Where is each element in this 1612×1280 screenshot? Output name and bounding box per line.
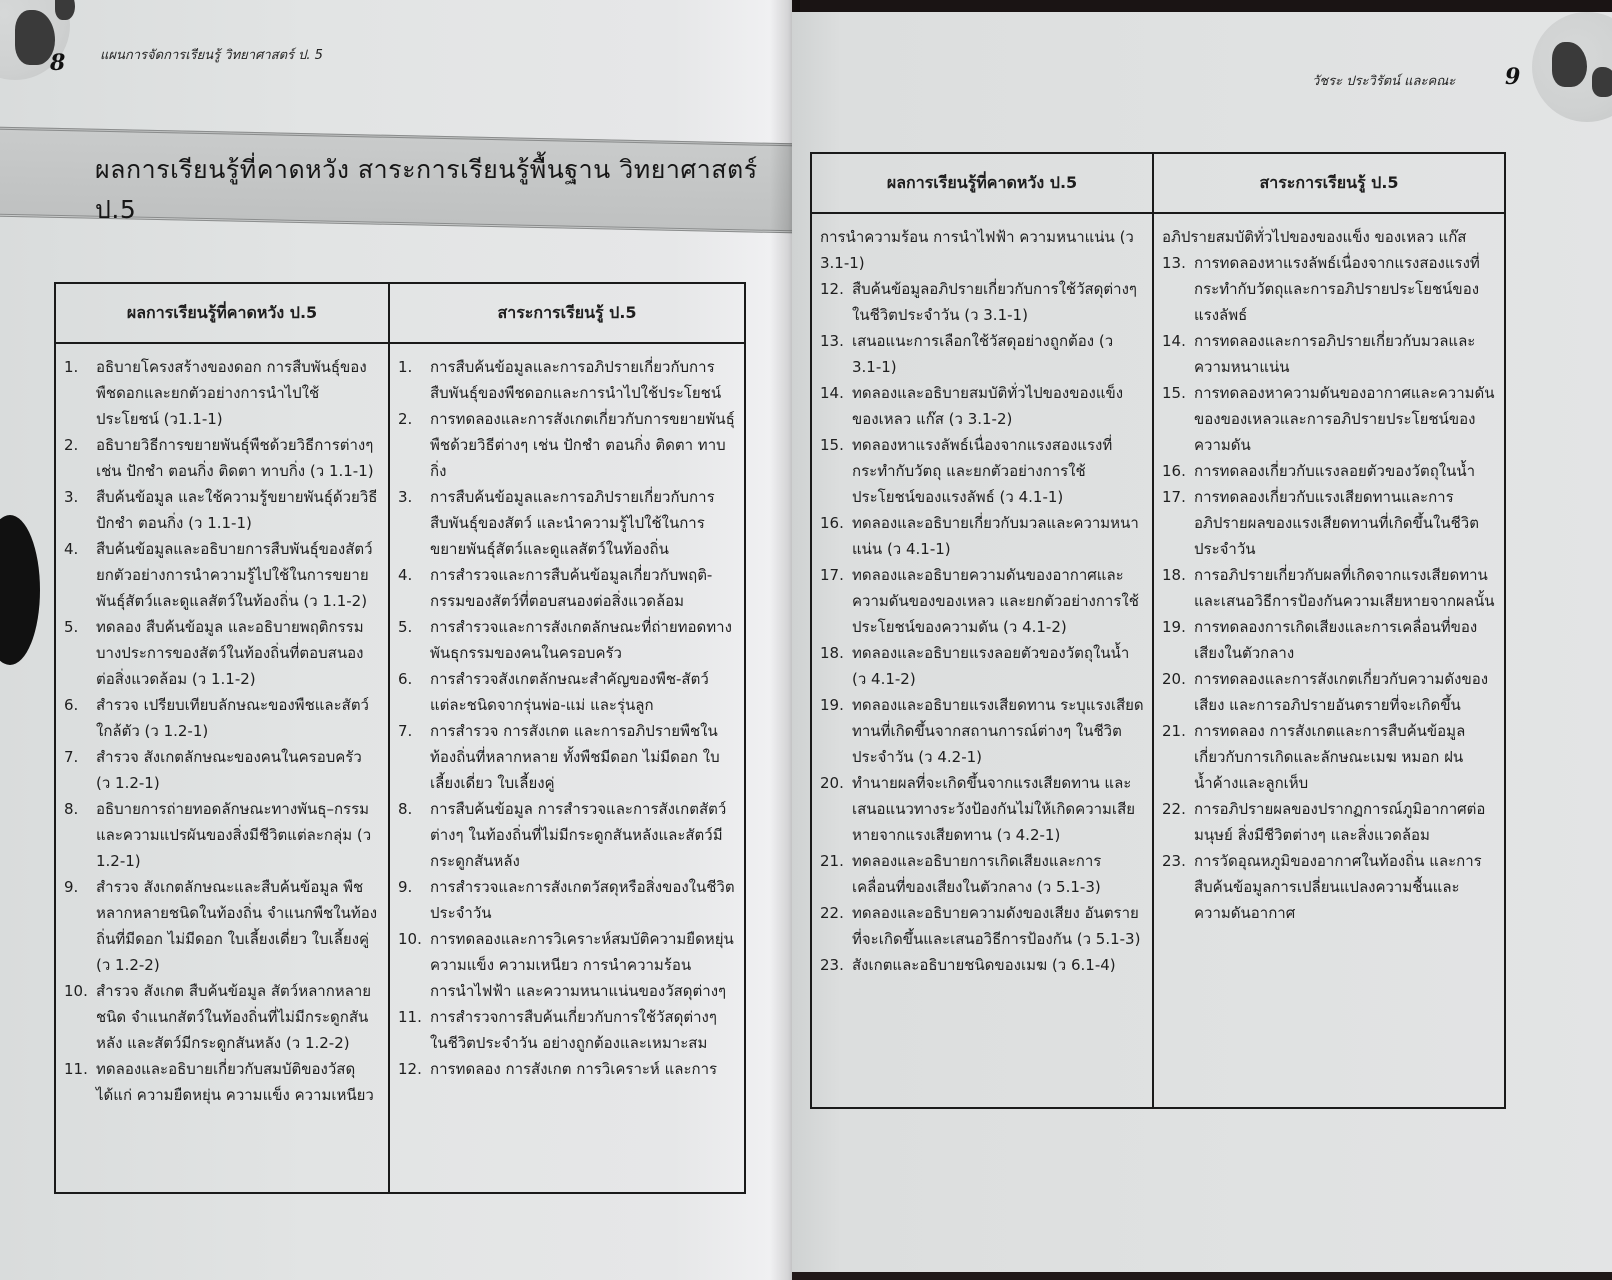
- item-text: การสำรวจการสืบค้นเกี่ยวกับการใช้วัสดุต่างๆ ในชีวิตประจำวัน อย่างถูกต้องและเหมาะสม: [430, 1008, 717, 1052]
- landmass-shape: [1592, 67, 1612, 97]
- page-title: ผลการเรียนรู้ที่คาดหวัง สาระการเรียนรู้พื้นฐาน วิทยาศาสตร์ ป.5: [95, 155, 758, 224]
- list-item: [1162, 458, 1496, 484]
- list-item: [820, 900, 1144, 952]
- item-text: ทดลองและอธิบายเกี่ยวกับสมบัติของวัสดุ ได้แก่ ความยืดหยุ่น ความแข็ง ความเหนียว: [96, 1060, 374, 1104]
- item-number: 14.: [1162, 332, 1186, 350]
- item-text: ทดลอง สืบค้นข้อมูล และอธิบายพฤติกรรมบางประการของสัตว์ในท้องถิ่นที่ตอบสนองต่อสิ่งแวดล้อม (ว 1.1-2): [96, 618, 364, 688]
- list-item: [820, 432, 1144, 510]
- item-text: การทดลองและการวิเคราะห์สมบัติความยืดหยุ่น ความแข็ง ความเหนียว การนำความร้อน การนำไฟฟ้า และความหนาแน่นของวัสดุต่างๆ: [430, 930, 734, 1000]
- list-item: [820, 848, 1144, 900]
- item-text: การทดลองการเกิดเสียงและการเคลื่อนที่ของเสียงในตัวกลาง: [1194, 618, 1478, 662]
- item-text: สืบค้นข้อมูลอภิปรายเกี่ยวกับการใช้วัสดุต่างๆในชีวิตประจำวัน (ว 3.1-1): [852, 280, 1137, 324]
- item-text: การทดลองและการสังเกตเกี่ยวกับการขยายพันธุ์พืชด้วยวิธีต่างๆ เช่น ปักชำ ตอนกิ่ง ติดตา ทาบกิ่ง: [430, 410, 735, 480]
- item-text: การวัดอุณหภูมิของอากาศในท้องถิ่น และการสืบค้นข้อมูลการเปลี่ยนแปลงความชื้นและความดันอากาศ: [1194, 852, 1482, 922]
- list-item: [820, 692, 1144, 770]
- list-item: [1162, 614, 1496, 666]
- item-text: ทดลองและอธิบายแรงลอยตัวของวัตถุในน้ำ (ว 4.1-2): [852, 644, 1130, 688]
- item-text: ทำนายผลที่จะเกิดขึ้นจากแรงเสียดทาน และเสนอแนวทางระวังป้องกันไม่ให้เกิดความเสียหายจากแรงเสียดทาน (ว 4.2-1): [852, 774, 1136, 844]
- item-number: 15.: [1162, 384, 1186, 402]
- learning-content-list: [398, 354, 736, 1082]
- expected-outcomes-list: [64, 354, 380, 1108]
- item-number: 11.: [64, 1060, 88, 1078]
- list-item: [64, 978, 380, 1056]
- item-text: การทดลอง การสังเกตและการสืบค้นข้อมูลเกี่ยวกับการเกิดและลักษณะเมฆ หมอก ฝน น้ำค้างและลูกเห็บ: [1194, 722, 1466, 792]
- list-item: [1162, 328, 1496, 380]
- item-text: การสำรวจและการสังเกตลักษณะที่ถ่ายทอดทางพันธุกรรมของคนในครอบครัว: [430, 618, 732, 662]
- list-item: [398, 718, 736, 796]
- item-number: 8.: [64, 800, 79, 818]
- item-text: ทดลองและอธิบายเกี่ยวกับมวลและความหนาแน่น (ว 4.1-1): [852, 514, 1139, 558]
- item-text: การสำรวจและการสืบค้นข้อมูลเกี่ยวกับพฤติ-กรรมของสัตว์ที่ตอบสนองต่อสิ่งแวดล้อม: [430, 566, 713, 610]
- item-text: สืบค้นข้อมูล และใช้ความรู้ขยายพันธุ์ด้วยวิธีปักชำ ตอนกิ่ง (ว 1.1-1): [96, 488, 378, 532]
- right-page: [792, 12, 1612, 1274]
- item-number: 17.: [820, 566, 844, 584]
- item-number: 20.: [1162, 670, 1186, 688]
- item-text: อธิบายการถ่ายทอดลักษณะทางพันธุ–กรรมและความแปรผันของสิ่งมีชีวิตแต่ละกลุ่ม (ว 1.2-1): [96, 800, 372, 870]
- item-text: สังเกตและอธิบายชนิดของเมฆ (ว 6.1-4): [852, 956, 1116, 974]
- item-text: สำรวจ เปรียบเทียบลักษณะของพืชและสัตว์ใกล้ตัว (ว 1.2-1): [96, 696, 369, 740]
- list-item: [64, 1056, 380, 1108]
- expected-outcomes-list: [820, 276, 1144, 978]
- item-text: การสืบค้นข้อมูลและการอภิปรายเกี่ยวกับการสืบพันธุ์ของพืชดอกและการนำไปใช้ประโยชน์: [430, 358, 722, 402]
- item-text: ทดลองและอธิบายแรงเสียดทาน ระบุแรงเสียดทานที่เกิดขึ้นจากสถานการณ์ต่างๆ ในชีวิตประจำวัน (ว 4.2-1): [852, 696, 1144, 766]
- running-head: วัชระ ประวิรัตน์ และคณะ: [1312, 74, 1456, 89]
- learning-content-cell: [1153, 213, 1505, 1108]
- list-item: [1162, 718, 1496, 796]
- item-number: 16.: [1162, 462, 1186, 480]
- item-number: 16.: [820, 514, 844, 532]
- item-number: 20.: [820, 774, 844, 792]
- list-item: [398, 666, 736, 718]
- item-text: การสืบค้นข้อมูล การสำรวจและการสังเกตสัตว์ต่างๆ ในท้องถิ่นที่ไม่มีกระดูกสันหลังและสัตว์มีกระดูกสันหลัง: [430, 800, 727, 870]
- item-number: 5.: [398, 618, 413, 636]
- list-item: [64, 744, 380, 796]
- column-header-learning-content: สาระการเรียนรู้ ป.5: [389, 283, 745, 343]
- item-number: 18.: [820, 644, 844, 662]
- learning-content-cell: [389, 343, 745, 1193]
- outcomes-table: [54, 282, 746, 1194]
- list-item: [398, 484, 736, 562]
- list-item: [398, 796, 736, 874]
- list-item: [820, 328, 1144, 380]
- item-number: 21.: [1162, 722, 1186, 740]
- item-text: อธิบายโครงสร้างของดอก การสืบพันธุ์ของพืชดอกและยกตัวอย่างการนำไปใช้ประโยชน์ (ว1.1-1): [96, 358, 367, 428]
- item-number: 1.: [64, 358, 79, 376]
- item-text: การสำรวจและการสังเกตวัสดุหรือสิ่งของในชีวิตประจำวัน: [430, 878, 735, 922]
- item-text: การทดลอง การสังเกต การวิเคราะห์ และการ: [430, 1060, 718, 1078]
- item-text: ทดลองและอธิบายความดังของเสียง อันตรายที่จะเกิดขึ้นและเสนอวิธีการป้องกัน (ว 5.1-3): [852, 904, 1141, 948]
- item-number: 22.: [820, 904, 844, 922]
- list-item: [1162, 796, 1496, 848]
- item-number: 13.: [820, 332, 844, 350]
- item-number: 6.: [398, 670, 413, 688]
- item-number: 8.: [398, 800, 413, 818]
- list-item: [64, 432, 380, 484]
- item-text: ทดลองและอธิบายสมบัติทั่วไปของของแข็ง ของเหลว แก๊ส (ว 3.1-2): [852, 384, 1124, 428]
- item-number: 18.: [1162, 566, 1186, 584]
- expected-outcomes-cell: [55, 343, 389, 1193]
- list-item: [398, 562, 736, 614]
- list-item: [1162, 250, 1496, 328]
- item-number: 7.: [64, 748, 79, 766]
- item-text: การทดลองเกี่ยวกับแรงเสียดทานและการอภิปรายผลของแรงเสียดทานที่เกิดขึ้นในชีวิตประจำวัน: [1194, 488, 1479, 558]
- list-item: [64, 484, 380, 536]
- item-number: 9.: [64, 878, 79, 896]
- page-edge: [792, 1272, 1612, 1280]
- item-text: การอภิปรายเกี่ยวกับผลที่เกิดจากแรงเสียดทานและเสนอวิธีการป้องกันความเสียหายจากผลนั้น: [1194, 566, 1495, 610]
- column-header-expected-outcomes: ผลการเรียนรู้ที่คาดหวัง ป.5: [811, 153, 1153, 213]
- list-item: [1162, 484, 1496, 562]
- item-number: 13.: [1162, 254, 1186, 272]
- item-number: 5.: [64, 618, 79, 636]
- list-item: [820, 380, 1144, 432]
- list-item: [1162, 562, 1496, 614]
- item-number: 7.: [398, 722, 413, 740]
- item-number: 3.: [398, 488, 413, 506]
- item-number: 22.: [1162, 800, 1186, 818]
- list-item: [1162, 380, 1496, 458]
- item-number: 9.: [398, 878, 413, 896]
- item-text: อธิบายวิธีการขยายพันธุ์พืชด้วยวิธีการต่างๆ เช่น ปักชำ ตอนกิ่ง ติดตา ทาบกิ่ง (ว 1.1-1): [96, 436, 374, 480]
- item-text: การอภิปรายผลของปรากฏการณ์ภูมิอากาศต่อมนุษย์ สิ่งมีชีวิตต่างๆ และสิ่งแวดล้อม: [1194, 800, 1486, 844]
- list-item: [64, 874, 380, 978]
- item-number: 14.: [820, 384, 844, 402]
- list-item: [398, 1056, 736, 1082]
- list-item: [820, 640, 1144, 692]
- page-number: 9: [1505, 64, 1521, 90]
- outcomes-table: [810, 152, 1506, 1109]
- list-item: [64, 614, 380, 692]
- item-text: การทดลองหาความดันของอากาศและความดันของของเหลวและการอภิปรายประโยชน์ของความดัน: [1194, 384, 1495, 454]
- item-text: การทดลองและการอภิปรายเกี่ยวกับมวลและความหนาแน่น: [1194, 332, 1476, 376]
- item-text: เสนอแนะการเลือกใช้วัสดุอย่างถูกต้อง (ว 3.1-1): [852, 332, 1114, 376]
- item-text: การทดลองและการสังเกตเกี่ยวกับความดังของเสียง และการอภิปรายอันตรายที่จะเกิดขึ้น: [1194, 670, 1489, 714]
- item-text: การสำรวจสังเกตลักษณะสำคัญของพืช-สัตว์แต่ละชนิดจากรุ่นพ่อ-แม่ และรุ่นลูก: [430, 670, 709, 714]
- list-item: [820, 952, 1144, 978]
- item-text: ทดลองและอธิบายความดันของอากาศและความดันของของเหลว และยกตัวอย่างการใช้ประโยชน์ของความดัน (ว 4.1-2): [852, 566, 1139, 636]
- list-item: [64, 354, 380, 432]
- list-item: [398, 874, 736, 926]
- item-text: การทดลองเกี่ยวกับแรงลอยตัวของวัตถุในน้ำ: [1194, 462, 1476, 480]
- list-item: [820, 510, 1144, 562]
- item-number: 2.: [64, 436, 79, 454]
- list-item: [398, 1004, 736, 1056]
- expected-outcomes-cell: [811, 213, 1153, 1108]
- item-number: 19.: [820, 696, 844, 714]
- item-number: 19.: [1162, 618, 1186, 636]
- item-number: 17.: [1162, 488, 1186, 506]
- item-number: 11.: [398, 1008, 422, 1026]
- learning-content-list: [1162, 250, 1496, 926]
- item-number: 21.: [820, 852, 844, 870]
- item-number: 2.: [398, 410, 413, 428]
- item-number: 12.: [398, 1060, 422, 1078]
- item-text: การสำรวจ การสังเกต และการอภิปรายพืชในท้องถิ่นที่หลากหลาย ทั้งพืชมีดอก ไม่มีดอก ใบเลี้ยงเดี่ยว ใบเลี้ยงคู่: [430, 722, 720, 792]
- item-text: สำรวจ สังเกตลักษณะของคนในครอบครัว (ว 1.2-1): [96, 748, 362, 792]
- item-number: 12.: [820, 280, 844, 298]
- continued-text: อภิปรายสมบัติทั่วไปของของแข็ง ของเหลว แก๊ส: [1162, 228, 1467, 246]
- landmass-shape: [1552, 42, 1587, 87]
- globe-illustration-icon: [1532, 12, 1612, 122]
- column-header-expected-outcomes: ผลการเรียนรู้ที่คาดหวัง ป.5: [55, 283, 389, 343]
- item-number: 4.: [398, 566, 413, 584]
- list-item: [398, 406, 736, 484]
- item-number: 10.: [64, 982, 88, 1000]
- list-item: [820, 276, 1144, 328]
- item-number: 3.: [64, 488, 79, 506]
- list-item: [1162, 666, 1496, 718]
- item-text: ทดลองหาแรงลัพธ์เนื่องจากแรงสองแรงที่กระทำกับวัตถุ และยกตัวอย่างการใช้ประโยชน์ของแรงลัพธ์ (ว 4.1-1): [852, 436, 1113, 506]
- item-number: 10.: [398, 930, 422, 948]
- running-head: แผนการจัดการเรียนรู้ วิทยาศาสตร์ ป. 5: [100, 48, 323, 63]
- landmass-shape: [15, 10, 55, 65]
- list-item: [64, 796, 380, 874]
- left-page: [0, 0, 792, 1280]
- list-item: [820, 562, 1144, 640]
- item-number: 23.: [1162, 852, 1186, 870]
- page-number: 8: [50, 50, 66, 76]
- list-item: [398, 926, 736, 1004]
- list-item: [1162, 848, 1496, 926]
- item-text: สืบค้นข้อมูลและอธิบายการสืบพันธุ์ของสัตว์ ยกตัวอย่างการนำความรู้ไปใช้ในการขยายพันธุ์สัตว์และดูแลสัตว์ในท้องถิ่น (ว 1.1-2): [96, 540, 373, 610]
- item-text: สำรวจ สังเกต สืบค้นข้อมูล สัตว์หลากหลายชนิด จำแนกสัตว์ในท้องถิ่นที่ไม่มีกระดูกสันหลัง และสัตว์มีกระดูกสันหลัง (ว 1.2-2): [96, 982, 372, 1052]
- list-item: [820, 770, 1144, 848]
- item-number: 23.: [820, 956, 844, 974]
- item-text: สำรวจ สังเกตลักษณะและสืบค้นข้อมูล พืชหลากหลายชนิดในท้องถิ่น จำแนกพืชในท้องถิ่นที่มีดอก ไม่มีดอก ใบเลี้ยงเดี่ยว ใบเลี้ยงคู่ (ว 1.2-2): [96, 878, 378, 974]
- list-item: [64, 692, 380, 744]
- item-number: 15.: [820, 436, 844, 454]
- landmass-shape: [55, 0, 75, 20]
- continued-text: การนำความร้อน การนำไฟฟ้า ความหนาแน่น (ว 3.1-1): [820, 228, 1134, 272]
- item-text: การทดลองหาแรงลัพธ์เนื่องจากแรงสองแรงที่กระทำกับวัตถุและการอภิปรายประโยชน์ของแรงลัพธ์: [1194, 254, 1480, 324]
- list-item: [64, 536, 380, 614]
- item-text: ทดลองและอธิบายการเกิดเสียงและการเคลื่อนที่ของเสียงในตัวกลาง (ว 5.1-3): [852, 852, 1102, 896]
- item-number: 4.: [64, 540, 79, 558]
- thumb-shadow: [0, 515, 40, 665]
- item-text: การสืบค้นข้อมูลและการอภิปรายเกี่ยวกับการสืบพันธุ์ของสัตว์ และนำความรู้ไปใช้ในการขยายพันธุ์สัตว์และดูแลสัตว์ในท้องถิ่น: [430, 488, 715, 558]
- item-number: 6.: [64, 696, 79, 714]
- list-item: [398, 614, 736, 666]
- list-item: [398, 354, 736, 406]
- column-header-learning-content: สาระการเรียนรู้ ป.5: [1153, 153, 1505, 213]
- item-number: 1.: [398, 358, 413, 376]
